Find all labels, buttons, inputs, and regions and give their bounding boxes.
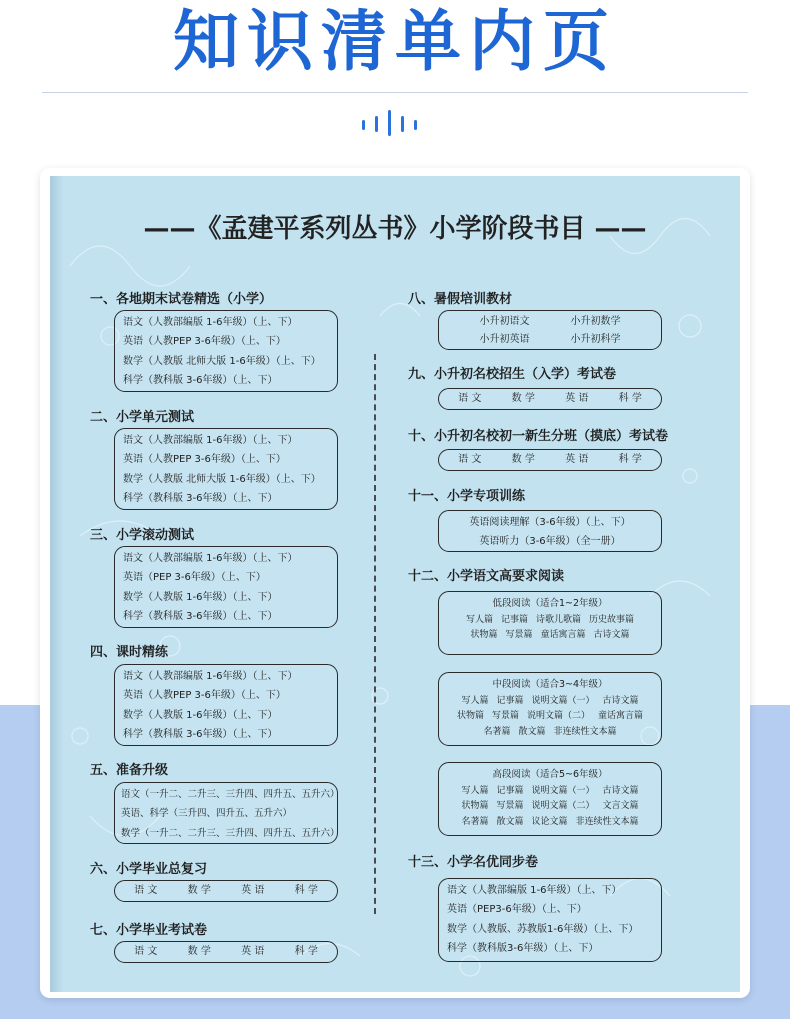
subject-label: 数 学 <box>511 454 535 465</box>
reading-item: 记事篇 <box>496 695 524 706</box>
reading-heading: 中段阅读（适合3~4年级） <box>492 679 608 690</box>
subject-box <box>114 880 338 902</box>
list-item: 英语（人教PEP 3-6年级）（上、下） <box>123 454 286 466</box>
reading-item: 童话寓言篇 <box>540 630 586 640</box>
book-list-box <box>438 878 662 962</box>
reading-box-high <box>438 762 662 836</box>
reading-item: 写景篇 <box>496 801 524 811</box>
book-list-sheet <box>50 176 740 992</box>
subject-box <box>114 941 338 963</box>
section-title: 三、小学滚动测试 <box>90 528 195 543</box>
subject-label: 科 学 <box>294 885 318 896</box>
book-list-box <box>438 310 662 350</box>
reading-item: 状物篇 <box>461 801 489 811</box>
reading-item: 诗歌儿歌篇 <box>536 614 582 625</box>
reading-item: 记事篇 <box>496 785 524 796</box>
list-item: 英语（PEP3-6年级）（上、下） <box>447 904 587 916</box>
list-item: 语文（人教部编版 1-6年级）（上、下） <box>123 553 298 564</box>
section-title: 五、准备升级 <box>90 763 169 778</box>
list-item: 科学（教科版 3-6年级）（上、下） <box>123 492 278 504</box>
list-item: 数学（人教版 1-6年级）（上、下） <box>123 709 278 721</box>
list-item: 语文（人教部编版 1-6年级）（上、下） <box>123 671 298 682</box>
book-list-box <box>114 310 338 392</box>
list-item: 数学（人教版 北师大版 1-6年级）（上、下） <box>123 473 321 485</box>
reading-item: 古诗文篇 <box>593 630 630 640</box>
subject-label: 数 学 <box>187 885 211 896</box>
reading-item: 说明文篇（一） <box>531 695 595 706</box>
reading-item: 文言文篇 <box>602 801 639 811</box>
list-item: 数学（人教版、苏教版1-6年级）（上、下） <box>447 923 639 935</box>
reading-item: 名著篇 <box>461 816 489 827</box>
list-item: 小升初语文 <box>479 316 530 327</box>
book-list-box <box>114 546 338 628</box>
reading-item: 历史故事篇 <box>589 614 635 625</box>
reading-item: 记事篇 <box>500 614 528 625</box>
reading-item: 说明文篇（二） <box>531 801 595 811</box>
section-title: 十二、小学语文高要求阅读 <box>408 569 565 584</box>
section-title: 六、小学毕业总复习 <box>90 862 208 877</box>
subject-label: 语 文 <box>134 885 158 896</box>
subject-label: 英 语 <box>565 454 589 465</box>
reading-item: 名著篇 <box>483 726 511 737</box>
reading-item: 写人篇 <box>465 614 493 625</box>
reading-item: 古诗文篇 <box>602 785 639 796</box>
section-title: 二、小学单元测试 <box>90 410 195 425</box>
reading-item: 童话寓言篇 <box>598 711 644 721</box>
section-title: 八、暑假培训教材 <box>408 292 513 307</box>
reading-item: 议论文篇 <box>531 816 568 827</box>
reading-item: 写人篇 <box>461 695 489 706</box>
list-item: 科学（教科版3-6年级）（上、下） <box>447 942 599 954</box>
list-item: 科学（教科版 3-6年级）（上、下） <box>123 610 278 622</box>
section-title: 九、小升初名校招生（入学）考试卷 <box>408 367 617 382</box>
section-title: 七、小学毕业考试卷 <box>90 923 208 938</box>
decorative-bars-icon <box>362 108 442 138</box>
book-list-box <box>114 428 338 510</box>
reading-item: 非连续性文本篇 <box>553 726 617 737</box>
list-item: 英语阅读理解（3-6年级）（上、下） <box>469 517 631 528</box>
section-title: 十、小升初名校初一新生分班（摸底）考试卷 <box>408 429 669 444</box>
list-item: 英语（人教PEP 3-6年级）（上、下） <box>123 690 286 702</box>
reading-item: 状物篇 <box>470 630 498 640</box>
list-item: 英语听力（3-6年级）（全一册） <box>479 536 621 548</box>
reading-heading: 低段阅读（适合1~2年级） <box>492 598 608 609</box>
list-item: 英语（人教PEP 3-6年级）（上、下） <box>123 336 286 348</box>
book-list-box <box>114 782 338 844</box>
reading-item: 写景篇 <box>491 711 519 721</box>
subject-label: 英 语 <box>241 946 265 957</box>
reading-item: 说明文篇（二） <box>527 711 591 721</box>
reading-item: 散文篇 <box>496 816 524 827</box>
list-item: 小升初科学 <box>570 334 621 345</box>
list-item: 语文（人教部编版 1-6年级）（上、下） <box>123 435 298 446</box>
book-series-title: ——《孟建平系列丛书》小学阶段书目 —— <box>143 214 647 244</box>
list-item: 英语（PEP 3-6年级）（上、下） <box>123 572 266 584</box>
list-item: 语文（一升二、二升三、三升四、四升五、五升六） <box>121 789 340 800</box>
subject-label: 语 文 <box>458 393 482 404</box>
reading-item: 古诗文篇 <box>602 695 639 706</box>
reading-item: 散文篇 <box>518 726 546 737</box>
subject-label: 语 文 <box>134 946 158 957</box>
subject-label: 科 学 <box>618 454 642 465</box>
page-title: 知识清单内页 <box>173 3 617 80</box>
book-list-box <box>438 510 662 552</box>
list-item: 语文（人教部编版 1-6年级）（上、下） <box>447 885 622 896</box>
list-item: 语文（人教部编版 1-6年级）（上、下） <box>123 317 298 328</box>
list-item: 科学（教科版 3-6年级）（上、下） <box>123 728 278 740</box>
reading-heading: 高段阅读（适合5~6年级） <box>492 769 608 780</box>
subject-box <box>438 388 662 410</box>
reading-item: 写景篇 <box>505 630 533 640</box>
subject-label: 数 学 <box>187 946 211 957</box>
reading-box-low <box>438 591 662 655</box>
book-list-box <box>114 664 338 746</box>
reading-item: 状物篇 <box>456 711 484 721</box>
subject-label: 科 学 <box>618 393 642 404</box>
title-divider <box>42 92 748 93</box>
reading-item: 说明文篇（一） <box>531 785 595 796</box>
section-title: 十三、小学名优同步卷 <box>408 855 539 870</box>
subject-label: 英 语 <box>565 393 589 404</box>
list-item: 英语、科学（三升四、四升五、五升六） <box>121 808 293 820</box>
reading-item: 写人篇 <box>461 785 489 796</box>
subject-label: 英 语 <box>241 885 265 896</box>
list-item: 小升初数学 <box>570 316 621 327</box>
section-title: 一、各地期末试卷精选（小学） <box>90 292 273 307</box>
list-item: 数学（人教版 北师大版 1-6年级）（上、下） <box>123 355 321 367</box>
section-title: 十一、小学专项训练 <box>408 489 526 504</box>
section-title: 四、课时精练 <box>90 645 169 660</box>
subject-box <box>438 449 662 471</box>
column-divider <box>374 354 376 914</box>
list-item: 科学（教科版 3-6年级）（上、下） <box>123 374 278 386</box>
reading-box-mid <box>438 672 662 746</box>
list-item: 小升初英语 <box>479 334 530 345</box>
list-item: 数学（一升二、二升三、三升四、四升五、五升六） <box>121 827 340 839</box>
subject-label: 语 文 <box>458 454 482 465</box>
list-item: 数学（人教版 1-6年级）（上、下） <box>123 591 278 603</box>
subject-label: 科 学 <box>294 946 318 957</box>
subject-label: 数 学 <box>511 393 535 404</box>
reading-item: 非连续性文本篇 <box>575 816 639 827</box>
